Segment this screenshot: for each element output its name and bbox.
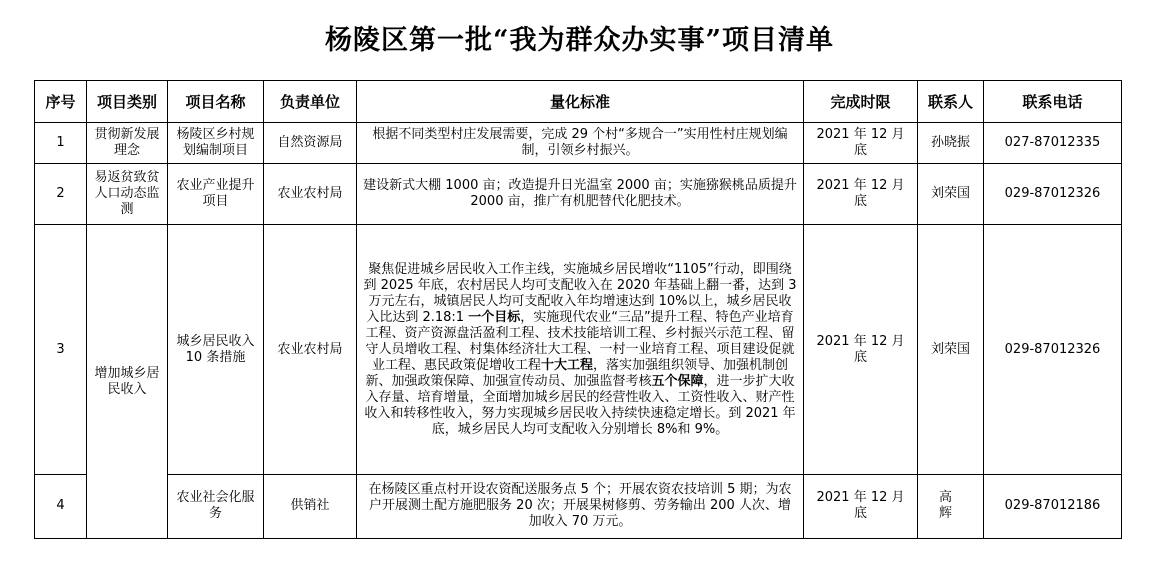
table-row — [35, 164, 1122, 225]
header-no: 序号 — [35, 81, 87, 123]
cell-project-name: 城乡居民收入 10 条措施 — [168, 225, 264, 475]
cell-contact: 高 辉 — [918, 474, 984, 538]
cell-deadline: 2021 年 12 月底 — [804, 225, 918, 475]
table-row — [35, 225, 1122, 475]
cell-category: 贯彻新发展理念 — [87, 123, 168, 164]
cell-deadline: 2021 年 12 月底 — [804, 474, 918, 538]
cell-phone: 029-87012186 — [984, 474, 1122, 538]
cell-contact: 孙晓振 — [918, 123, 984, 164]
cell-category: 易返贫致贫人口动态监测 — [87, 164, 168, 225]
header-contact: 联系人 — [918, 81, 984, 123]
standard-text: ，落实加强组织领导、加强机制创新、加强政策保障、加强宣传动员、加强监督考核 — [365, 357, 789, 389]
header-category: 项目类别 — [87, 81, 168, 123]
project-table — [34, 80, 1122, 539]
cell-contact: 刘荣国 — [918, 164, 984, 225]
cell-phone: 029-87012326 — [984, 225, 1122, 475]
standard-emphasis: 一个目标 — [468, 309, 521, 325]
header-row — [35, 81, 1122, 123]
standard-text: ，进一步扩大收入存量、培育增量，全面增加城乡居民的经营性收入、工资性收入、财产性收入和转移性收入，努力实现城乡居民收入持续快速稳定增长。到 2021 年底，城乡居民人均可支配收入分别增长 8%和 9%。 — [364, 373, 796, 437]
cell-project-name: 农业社会化服务 — [168, 474, 264, 538]
cell-deadline: 2021 年 12 月底 — [804, 123, 918, 164]
standard-emphasis: 十大工程 — [540, 357, 593, 373]
cell-unit: 农业农村局 — [264, 225, 357, 475]
cell-unit: 供销社 — [264, 474, 357, 538]
standard-text: ，实施现代农业“三品”提升工程、特色产业培育工程、资产资源盘活盈利工程、技术技能培训工程、乡村振兴示范工程、留守人员增收工程、村集体经济壮大工程、一村一业培育工程、项目建设促就业工程、惠民政策促增收工程 — [365, 309, 795, 373]
header-project-name: 项目名称 — [168, 81, 264, 123]
standard-text: 聚焦促进城乡居民收入工作主线，实施城乡居民增收“1105”行动，即围绕到 2025 年底，农村居民人均可支配收入在 2020 年基础上翻一番，达到 3 万元左右，城镇居民人均可支配收入年均增速达到 10%以上，城乡居民收入比达到 2.18:1 — [363, 261, 797, 325]
cell-no: 2 — [35, 164, 87, 225]
header-standard: 量化标准 — [357, 81, 804, 123]
header-unit: 负责单位 — [264, 81, 357, 123]
cell-phone: 029-87012326 — [984, 164, 1122, 225]
cell-no: 1 — [35, 123, 87, 164]
standard-emphasis: 五个保障 — [651, 373, 704, 389]
cell-no: 4 — [35, 474, 87, 538]
header-deadline: 完成时限 — [804, 81, 918, 123]
cell-unit: 自然资源局 — [264, 123, 357, 164]
cell-deadline: 2021 年 12 月底 — [804, 164, 918, 225]
cell-project-name: 杨陵区乡村规划编制项目 — [168, 123, 264, 164]
cell-contact: 刘荣国 — [918, 225, 984, 475]
cell-category: 增加城乡居民收入 — [87, 225, 168, 539]
cell-unit: 农业农村局 — [264, 164, 357, 225]
table-row — [35, 123, 1122, 164]
cell-project-name: 农业产业提升项目 — [168, 164, 264, 225]
cell-standard: 在杨陵区重点村开设农资配送服务点 5 个；开展农资农技培训 5 期；为农户开展测土配方施肥服务 20 次；开展果树修剪、劳务输出 200 人次、增加收入 70 万元。 — [357, 474, 804, 538]
table-row — [35, 474, 1122, 538]
header-phone: 联系电话 — [984, 81, 1122, 123]
cell-phone: 027-87012335 — [984, 123, 1122, 164]
cell-standard — [357, 225, 804, 475]
cell-standard: 建设新式大棚 1000 亩；改造提升日光温室 2000 亩；实施猕猴桃品质提升 2000 亩，推广有机肥替代化肥技术。 — [357, 164, 804, 225]
cell-no: 3 — [35, 225, 87, 475]
cell-standard: 根据不同类型村庄发展需要，完成 29 个村“多规合一”实用性村庄规划编制，引领乡村振兴。 — [357, 123, 804, 164]
document-title: 杨陵区第一批“我为群众办实事”项目清单 — [324, 25, 835, 56]
